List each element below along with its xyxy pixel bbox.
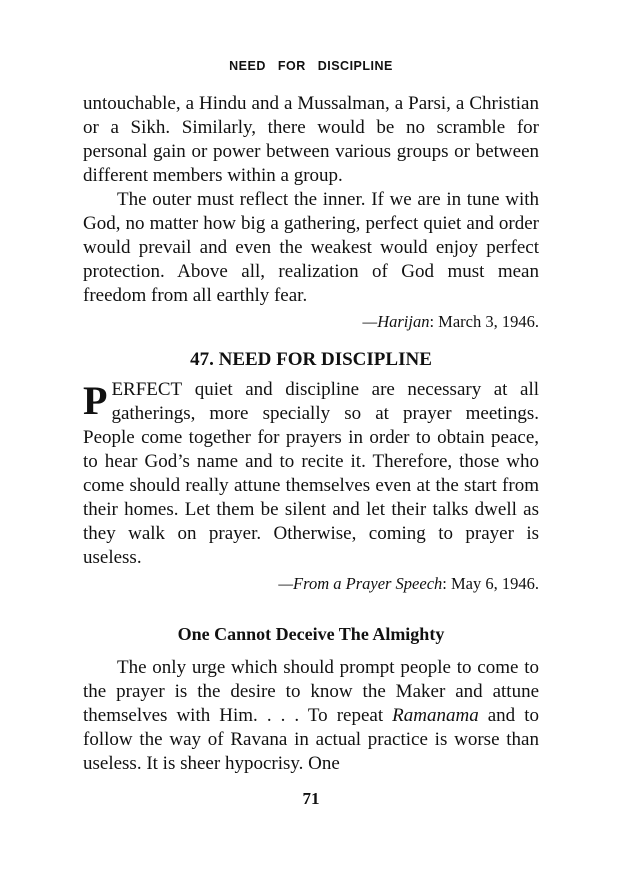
chapter-title: 47. NEED FOR DISCIPLINE xyxy=(190,349,432,370)
drop-cap: P xyxy=(83,378,108,423)
source-citation-date: : May 6, 1946. xyxy=(442,574,539,593)
paragraph-prayer-urge xyxy=(83,656,539,776)
small-caps-word: ERFECT xyxy=(111,379,183,400)
source-citation-date: : March 3, 1946. xyxy=(429,312,539,331)
source-citation-title: —From a Prayer Speech xyxy=(278,574,443,593)
paragraph-discipline xyxy=(83,378,539,570)
italic-term-ramanama: Ramanama xyxy=(392,705,479,726)
source-citation-harijan xyxy=(83,310,539,334)
source-citation-title: —Harijan xyxy=(362,312,430,331)
section-title: One Cannot Deceive The Almighty xyxy=(177,624,445,644)
paragraph-outer-inner: The outer must reflect the inner. If we are in tune with God, no matter how big a gathering, perfect quiet and order would prevail and even the weakest would enjoy perfect protection. Above all, realization of God must mean freedom from all earthly fear. xyxy=(83,189,539,306)
running-head: NEED FOR DISCIPLINE xyxy=(229,59,393,73)
paragraph-prayer-urge-part2: and to follow the way of Ravana in actual practice is worse than useless. It is sheer hypocrisy. One xyxy=(83,705,539,774)
source-citation-prayer-speech xyxy=(83,572,539,596)
paragraph-discipline-text: quiet and discipline are necessary at all gatherings, more specially so at prayer meetings. People come together for prayers in order to obtain peace, to hear God’s name and to recite it. Therefore, those who come should really attune themselves even at the start from their homes. Let them be silent and let their talks dwell as they walk on prayer. Otherwise, coming to prayer is useless. xyxy=(83,379,539,568)
paragraph-prayer-urge-part1: The only urge which should prompt people to come to the prayer is the desire to know the Maker and attune themselves with Him. . . . To repeat xyxy=(83,657,539,726)
paragraph-continued: untouchable, a Hindu and a Mussalman, a Parsi, a Christian or a Sikh. Similarly, there would be no scramble for personal gain or power between various groups or between different members within a group. xyxy=(83,93,539,186)
book-page xyxy=(83,58,539,810)
page-number: 71 xyxy=(302,789,320,808)
